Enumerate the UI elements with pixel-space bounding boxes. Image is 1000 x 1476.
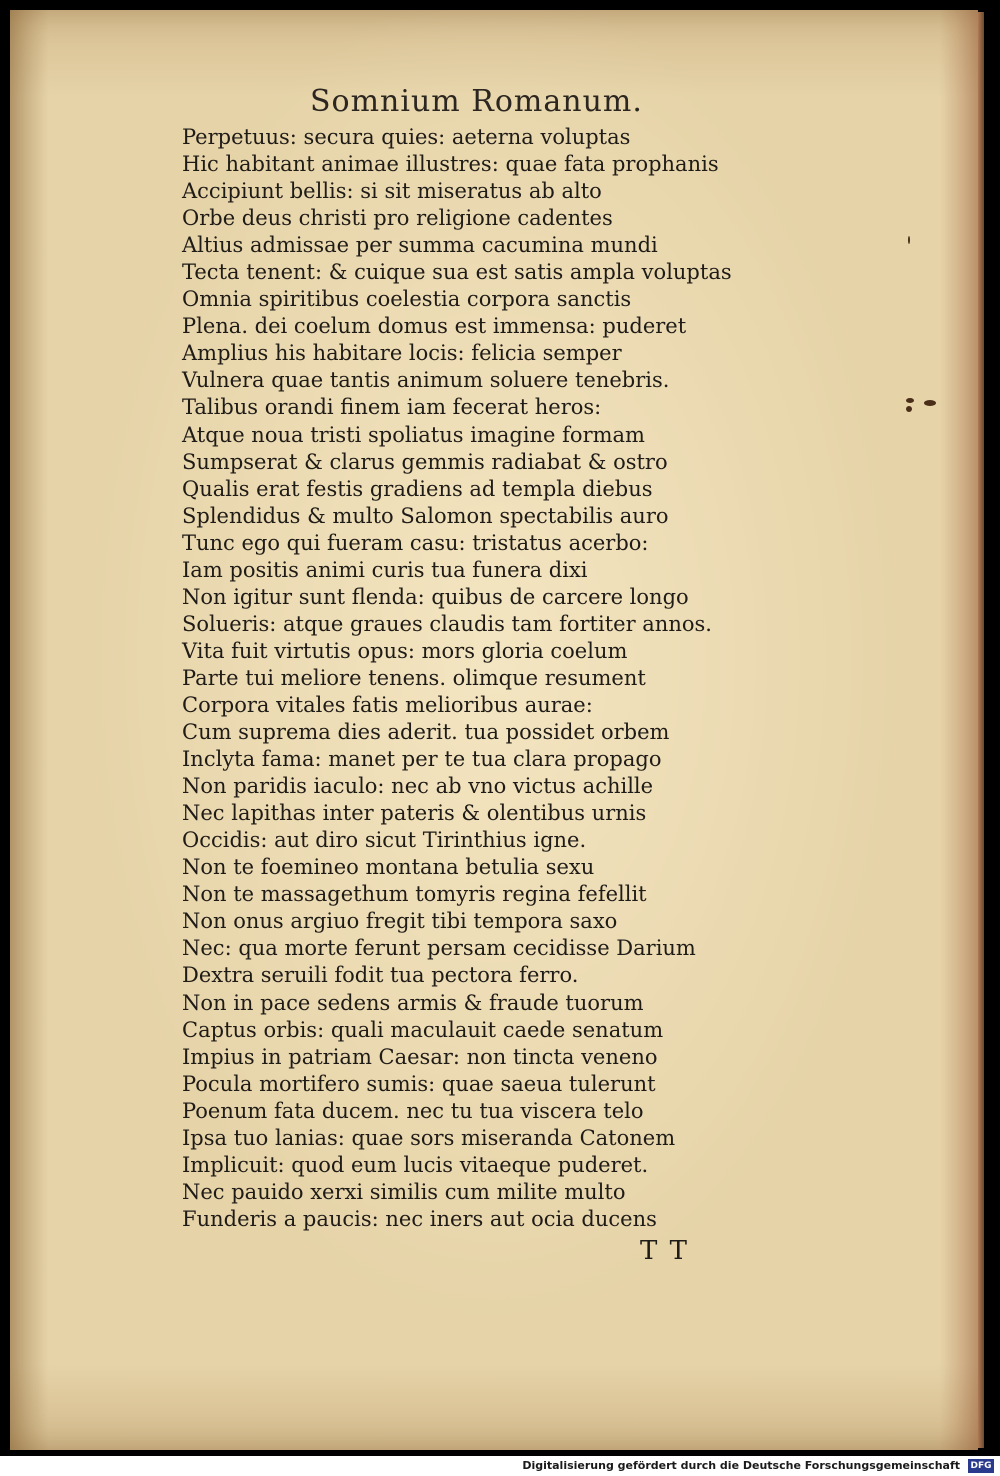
verse-line: Cum suprema dies aderit. tua possidet orbem — [182, 720, 670, 745]
verse-line: Nec lapithas inter pateris & olentibus urnis — [182, 801, 647, 826]
verse-line: Plena. dei coelum domus est immensa: puderet — [182, 314, 687, 339]
ink-speck — [908, 236, 910, 244]
verse-line: Nec pauido xerxi similis cum milite multo — [182, 1179, 626, 1204]
verse-line: Pocula mortifero sumis: quae saeua tulerunt — [182, 1071, 656, 1096]
funding-credit: Digitalisierung gefördert durch die Deutsche Forschungsgemeinschaft — [522, 1459, 960, 1472]
verse-line: Hic habitant animae illustres: quae fata prophanis — [182, 152, 719, 177]
verse-line: Atque noua tristi spoliatus imagine formam — [182, 422, 645, 447]
verse-line: Solueris: atque graues claudis tam fortiter annos. — [182, 611, 712, 636]
verse-line: Non te foemineo montana betulia sexu — [182, 855, 595, 880]
verse-line: Corpora vitales fatis melioribus aurae: — [182, 692, 593, 717]
verse-line: Parte tui meliore tenens. olimque resument — [182, 665, 646, 690]
verse-line: Impius in patriam Caesar: non tincta veneno — [182, 1044, 658, 1069]
verse-line: Amplius his habitare locis: felicia semper — [182, 341, 622, 366]
footer-bar — [0, 1456, 1000, 1476]
ink-speck — [924, 400, 936, 406]
verse-line: Implicuit: quod eum lucis vitaeque puderet. — [182, 1152, 649, 1177]
verse-line: Tunc ego qui fueram casu: tristatus acerbo: — [182, 530, 649, 555]
verse-line: Non igitur sunt flenda: quibus de carcere longo — [182, 584, 689, 609]
verse-line: Perpetuus: secura quies: aeterna voluptas — [182, 125, 631, 149]
verse-line: Tecta tenent: & cuique sua est satis ampla voluptas — [182, 260, 732, 285]
verse-text — [182, 124, 742, 1233]
verse-line: Splendidus & multo Salomon spectabilis auro — [182, 503, 669, 528]
verse-line: Inclyta fama: manet per te tua clara propago — [182, 747, 662, 772]
verse-line: Funderis a paucis: nec iners aut ocia ducens — [182, 1206, 657, 1231]
verse-line: Vulnera quae tantis animum soluere tenebris. — [182, 368, 670, 393]
verse-line: Nec: qua morte ferunt persam cecidisse Darium — [182, 936, 696, 961]
verse-line: Vita fuit virtutis opus: mors gloria coelum — [182, 638, 628, 663]
verse-line: Qualis erat festis gradiens ad templa diebus — [182, 476, 653, 501]
signature-mark: T T — [640, 1236, 689, 1266]
verse-line: Captus orbis: quali maculauit caede senatum — [182, 1017, 664, 1042]
verse-line: Orbe deus christi pro religione cadentes — [182, 206, 613, 231]
running-head: Somnium Romanum. — [310, 84, 643, 119]
verse-line: Sumpserat & clarus gemmis radiabat & ostro — [182, 449, 668, 474]
verse-line: Non paridis iaculo: nec ab vno victus achille — [182, 774, 654, 799]
dfg-logo-icon: DFG — [968, 1459, 994, 1473]
verse-line: Omnia spiritibus coelestia corpora sanctis — [182, 287, 632, 312]
verse-line: Iam positis animi curis tua funera dixi — [182, 557, 588, 582]
verse-line: Poenum fata ducem. nec tu tua viscera telo — [182, 1098, 644, 1123]
ink-speck — [906, 398, 914, 403]
verse-line: Altius admissae per summa cacumina mundi — [182, 233, 658, 258]
verse-line: Accipiunt bellis: si sit miseratus ab alto — [182, 179, 602, 204]
verse-line: Non in pace sedens armis & fraude tuorum — [182, 990, 644, 1015]
ink-speck — [906, 406, 912, 412]
verse-line: Talibus orandi finem iam fecerat heros: — [182, 395, 602, 420]
verse-line: Non onus argiuo fregit tibi tempora saxo — [182, 909, 618, 934]
page-edge — [978, 12, 984, 1448]
verse-line: Non te massagethum tomyris regina fefellit — [182, 882, 647, 907]
book-page — [10, 10, 978, 1450]
verse-line: Dextra seruili fodit tua pectora ferro. — [182, 963, 579, 988]
verse-line: Ipsa tuo lanias: quae sors miseranda Catonem — [182, 1125, 676, 1150]
verse-line: Occidis: aut diro sicut Tirinthius igne. — [182, 828, 587, 853]
